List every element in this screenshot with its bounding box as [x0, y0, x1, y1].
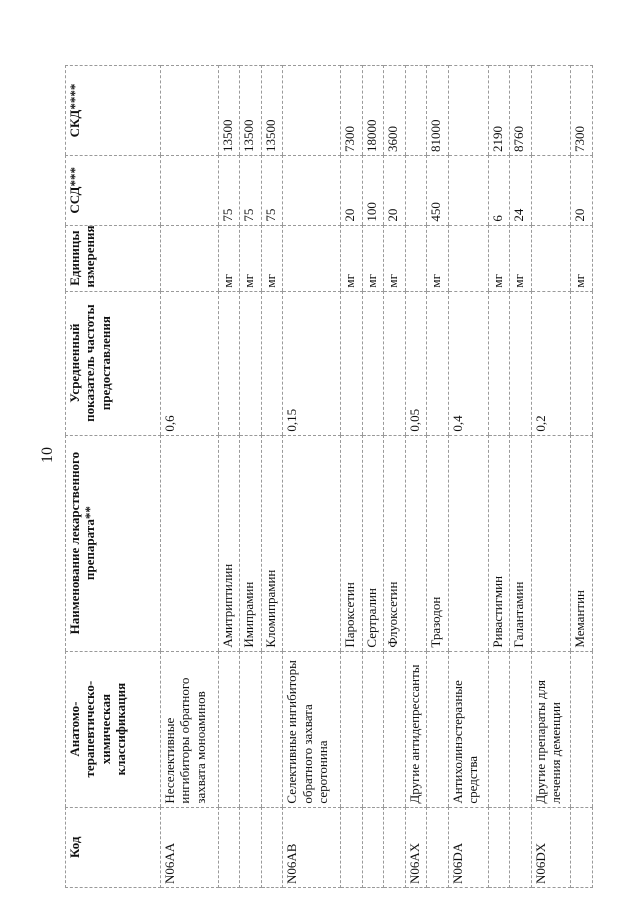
header-atc: Анатомо-терапевтическо-химическая классификация: [66, 651, 161, 807]
drug-code-empty: [261, 807, 283, 887]
drug-code-empty: [571, 807, 593, 887]
drug-code-empty: [362, 807, 384, 887]
drug-atc-empty: [261, 651, 283, 807]
group-unit-empty: [448, 225, 488, 291]
group-code: N06AA: [161, 807, 219, 887]
group-skd-empty: [531, 66, 571, 156]
drug-frequency-empty: [341, 291, 363, 435]
drug-frequency-empty: [240, 291, 262, 435]
drug-row: [362, 66, 384, 888]
drug-name: Сертралин: [362, 435, 384, 651]
drug-unit: мг: [362, 225, 384, 291]
drug-row: [427, 66, 449, 888]
drug-name: Имипрамин: [240, 435, 262, 651]
drug-skd: 13500: [261, 66, 283, 156]
group-atc: Другие препараты для лечения деменции: [531, 651, 571, 807]
header-skd: СКД****: [66, 66, 161, 156]
drug-skd: 7300: [341, 66, 363, 156]
drug-row: [510, 66, 532, 888]
drug-unit: мг: [510, 225, 532, 291]
group-code: N06AB: [283, 807, 341, 887]
group-atc: Антихолинэстеразные средства: [448, 651, 488, 807]
drug-atc-empty: [384, 651, 406, 807]
header-ssd: ССД***: [66, 156, 161, 226]
drug-name: Амитриптилин: [218, 435, 240, 651]
group-row: [283, 66, 341, 888]
drug-name: Ривастигмин: [488, 435, 510, 651]
drug-unit: мг: [218, 225, 240, 291]
group-code: N06DA: [448, 807, 488, 887]
drug-atc-empty: [240, 651, 262, 807]
drug-ssd: 75: [240, 156, 262, 226]
header-frequency: Усредненный показатель частоты предоставления: [66, 291, 161, 435]
group-frequency: 0,4: [448, 291, 488, 435]
drug-row: [571, 66, 593, 888]
drug-code-empty: [240, 807, 262, 887]
group-row: [161, 66, 219, 888]
group-drug-empty: [161, 435, 219, 651]
drug-unit: мг: [427, 225, 449, 291]
group-frequency: 0,15: [283, 291, 341, 435]
drug-unit: мг: [240, 225, 262, 291]
drug-skd: 8760: [510, 66, 532, 156]
drug-ssd: 20: [341, 156, 363, 226]
group-unit-empty: [405, 225, 427, 291]
header-drug: Наименование лекарственного препарата**: [66, 435, 161, 651]
drug-ssd: 20: [571, 156, 593, 226]
drug-unit: мг: [261, 225, 283, 291]
drug-frequency-empty: [218, 291, 240, 435]
drug-name: Мемантин: [571, 435, 593, 651]
drug-atc-empty: [427, 651, 449, 807]
header-code: Код: [66, 807, 161, 887]
group-frequency: 0,05: [405, 291, 427, 435]
drug-ssd: 6: [488, 156, 510, 226]
drug-atc-empty: [362, 651, 384, 807]
group-ssd-empty: [161, 156, 219, 226]
drug-name: Тразодон: [427, 435, 449, 651]
drug-atc-empty: [218, 651, 240, 807]
drug-name: Кломипрамин: [261, 435, 283, 651]
group-ssd-empty: [531, 156, 571, 226]
group-frequency: 0,6: [161, 291, 219, 435]
group-row: [448, 66, 488, 888]
drug-frequency-empty: [488, 291, 510, 435]
drug-atc-empty: [571, 651, 593, 807]
drug-ssd: 24: [510, 156, 532, 226]
group-atc: Другие антидепрессанты: [405, 651, 427, 807]
drug-atc-empty: [341, 651, 363, 807]
drug-row: [341, 66, 363, 888]
drug-code-empty: [427, 807, 449, 887]
group-skd-empty: [283, 66, 341, 156]
drug-ssd: 75: [261, 156, 283, 226]
drug-atc-empty: [510, 651, 532, 807]
drug-frequency-empty: [427, 291, 449, 435]
group-unit-empty: [283, 225, 341, 291]
group-row: [531, 66, 571, 888]
drug-frequency-empty: [510, 291, 532, 435]
drug-atc-empty: [488, 651, 510, 807]
drug-code-empty: [218, 807, 240, 887]
drug-skd: 81000: [427, 66, 449, 156]
drug-code-empty: [488, 807, 510, 887]
header-unit: Единицы измерения: [66, 225, 161, 291]
group-ssd-empty: [283, 156, 341, 226]
drug-row: [261, 66, 283, 888]
drug-ssd: 100: [362, 156, 384, 226]
table-body: [161, 66, 593, 888]
drug-ssd: 75: [218, 156, 240, 226]
group-atc: Селективные ингибиторы обратного захвата серотонина: [283, 651, 341, 807]
drug-skd: 13500: [240, 66, 262, 156]
group-ssd-empty: [405, 156, 427, 226]
drug-row: [218, 66, 240, 888]
drug-frequency-empty: [261, 291, 283, 435]
drug-row: [384, 66, 406, 888]
group-row: [405, 66, 427, 888]
drug-unit: мг: [384, 225, 406, 291]
group-drug-empty: [283, 435, 341, 651]
group-skd-empty: [448, 66, 488, 156]
drug-frequency-empty: [384, 291, 406, 435]
drug-skd: 3600: [384, 66, 406, 156]
group-drug-empty: [531, 435, 571, 651]
rotated-table: [65, 65, 593, 888]
drug-skd: 7300: [571, 66, 593, 156]
drug-row: [240, 66, 262, 888]
group-drug-empty: [405, 435, 427, 651]
drug-frequency-empty: [571, 291, 593, 435]
group-ssd-empty: [448, 156, 488, 226]
table-container: [65, 65, 593, 888]
group-code: N06AX: [405, 807, 427, 887]
drug-skd: 18000: [362, 66, 384, 156]
drug-frequency-empty: [362, 291, 384, 435]
group-skd-empty: [161, 66, 219, 156]
group-unit-empty: [531, 225, 571, 291]
table-header: [66, 66, 161, 888]
drug-ssd: 20: [384, 156, 406, 226]
drug-unit: мг: [488, 225, 510, 291]
group-frequency: 0,2: [531, 291, 571, 435]
drug-code-empty: [510, 807, 532, 887]
drug-name: Пароксетин: [341, 435, 363, 651]
drug-unit: мг: [571, 225, 593, 291]
drug-table: [65, 65, 593, 888]
drug-name: Галантамин: [510, 435, 532, 651]
group-unit-empty: [161, 225, 219, 291]
drug-skd: 13500: [218, 66, 240, 156]
drug-code-empty: [341, 807, 363, 887]
drug-ssd: 450: [427, 156, 449, 226]
drug-code-empty: [384, 807, 406, 887]
drug-row: [488, 66, 510, 888]
group-atc: Неселективные ингибиторы обратного захвата моноаминов: [161, 651, 219, 807]
group-code: N06DX: [531, 807, 571, 887]
page-number: 10: [39, 447, 56, 463]
drug-skd: 2190: [488, 66, 510, 156]
group-drug-empty: [448, 435, 488, 651]
group-skd-empty: [405, 66, 427, 156]
drug-name: Флуоксетин: [384, 435, 406, 651]
drug-unit: мг: [341, 225, 363, 291]
